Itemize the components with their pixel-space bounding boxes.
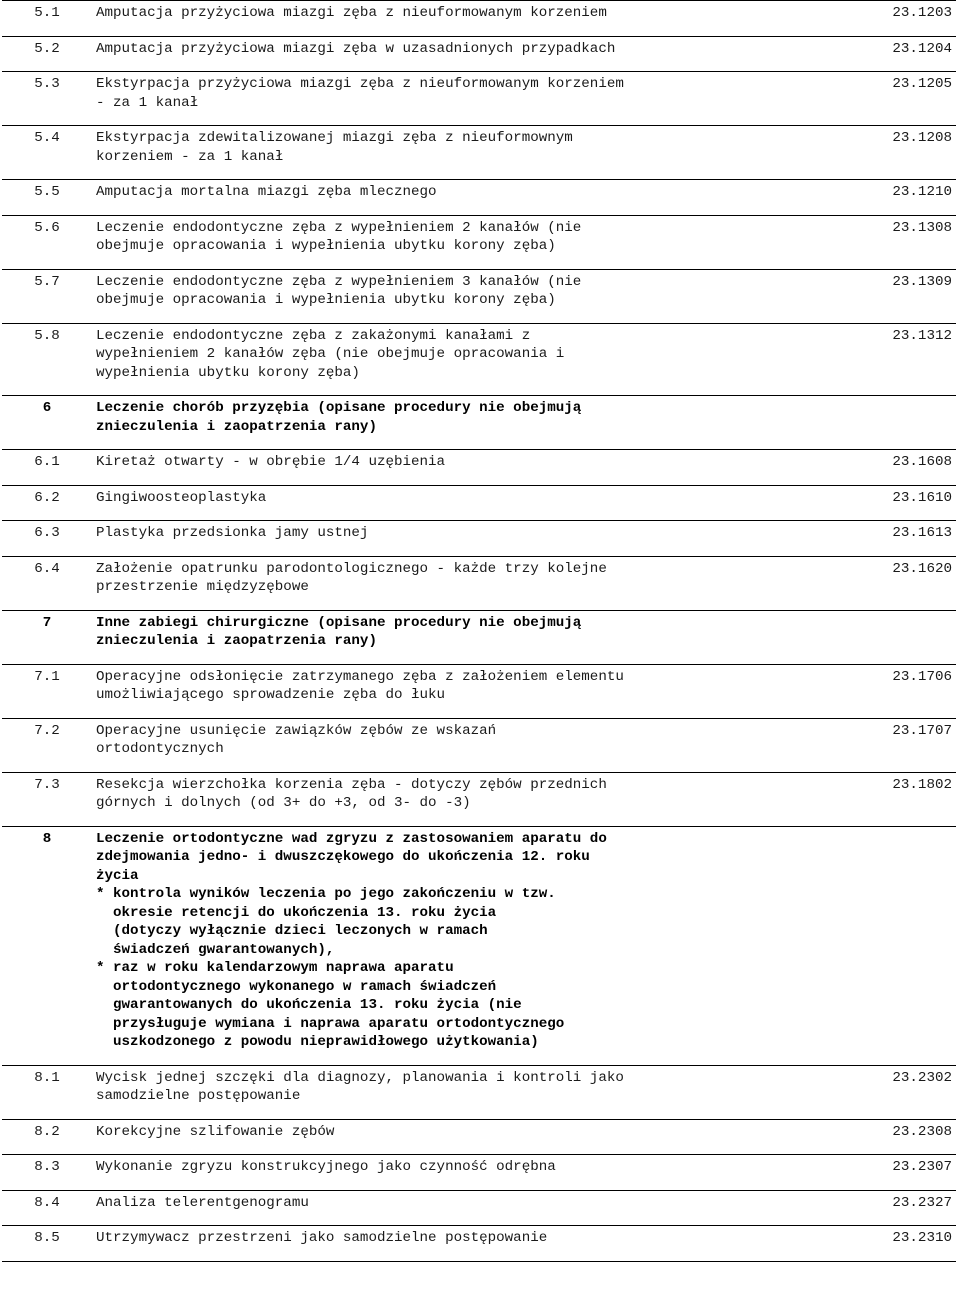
procedure-code: 23.2327: [781, 1190, 956, 1226]
procedure-name: Założenie opatrunku parodontologicznego - każde trzy kolejne przestrzenie międzyzębowe: [92, 556, 781, 610]
procedure-code: [781, 396, 956, 450]
procedure-row: [2, 521, 956, 557]
procedure-name: Ekstyrpacja przyżyciowa miazgi zęba z nieuformowanym korzeniem - za 1 kanał: [92, 72, 781, 126]
procedure-row: [2, 772, 956, 826]
procedure-number: 7.3: [2, 772, 92, 826]
procedure-number: 6.2: [2, 485, 92, 521]
procedure-name: Leczenie endodontyczne zęba z wypełnieniem 2 kanałów (nie obejmuje opracowania i wypełnienia ubytku korony zęba): [92, 215, 781, 269]
procedure-name: Analiza telerentgenogramu: [92, 1190, 781, 1226]
procedure-name: Leczenie chorób przyzębia (opisane procedury nie obejmują znieczulenia i zaopatrzenia rany): [92, 396, 781, 450]
procedure-number: 6.3: [2, 521, 92, 557]
procedure-row: [2, 1, 956, 37]
procedure-number: 8.4: [2, 1190, 92, 1226]
procedure-number: 8.3: [2, 1155, 92, 1191]
procedure-code: [781, 610, 956, 664]
procedure-code: 23.1204: [781, 36, 956, 72]
procedure-row: [2, 323, 956, 396]
procedure-code: 23.1210: [781, 180, 956, 216]
procedure-number: 7: [2, 610, 92, 664]
procedure-row: [2, 180, 956, 216]
procedure-name: Wykonanie zgryzu konstrukcyjnego jako czynność odrębna: [92, 1155, 781, 1191]
procedure-name: Ekstyrpacja zdewitalizowanej miazgi zęba z nieuformownym korzeniem - za 1 kanał: [92, 126, 781, 180]
procedure-row: [2, 215, 956, 269]
procedure-row: [2, 718, 956, 772]
procedure-number: 8.2: [2, 1119, 92, 1155]
procedure-code: 23.1707: [781, 718, 956, 772]
procedure-number: 5.3: [2, 72, 92, 126]
procedure-name: Amputacja przyżyciowa miazgi zęba w uzasadnionych przypadkach: [92, 36, 781, 72]
procedure-code: 23.2308: [781, 1119, 956, 1155]
procedure-number: 5.6: [2, 215, 92, 269]
procedure-row: [2, 36, 956, 72]
procedure-code: 23.2307: [781, 1155, 956, 1191]
procedure-name: Operacyjne usunięcie zawiązków zębów ze wskazań ortodontycznych: [92, 718, 781, 772]
procedure-code: [781, 826, 956, 1065]
procedure-row: [2, 664, 956, 718]
procedure-number: 5.8: [2, 323, 92, 396]
procedure-row: [2, 1190, 956, 1226]
procedure-code: 23.1706: [781, 664, 956, 718]
procedure-row: [2, 1155, 956, 1191]
procedure-code: 23.2310: [781, 1226, 956, 1262]
procedure-name: Resekcja wierzchołka korzenia zęba - dotyczy zębów przednich górnych i dolnych (od 3+ do +3, od 3- do -3): [92, 772, 781, 826]
procedure-code: 23.1312: [781, 323, 956, 396]
procedure-row: [2, 1065, 956, 1119]
procedure-row: [2, 269, 956, 323]
procedure-number: 6.1: [2, 450, 92, 486]
section-row: [2, 396, 956, 450]
procedure-name: Korekcyjne szlifowanie zębów: [92, 1119, 781, 1155]
procedure-number: 7.1: [2, 664, 92, 718]
procedure-code: 23.2302: [781, 1065, 956, 1119]
procedure-number: 5.7: [2, 269, 92, 323]
procedure-code: 23.1802: [781, 772, 956, 826]
procedure-name: Leczenie endodontyczne zęba z zakażonymi kanałami z wypełnieniem 2 kanałów zęba (nie obejmuje opracowania i wypełnienia ubytku korony zęba): [92, 323, 781, 396]
procedure-number: 5.2: [2, 36, 92, 72]
procedure-name: Operacyjne odsłonięcie zatrzymanego zęba z założeniem elementu umożliwiającego sprowadzenie zęba do łuku: [92, 664, 781, 718]
procedure-name: Inne zabiegi chirurgiczne (opisane procedury nie obejmują znieczulenia i zaopatrzenia rany): [92, 610, 781, 664]
procedure-number: 8.5: [2, 1226, 92, 1262]
procedure-number: 8: [2, 826, 92, 1065]
procedure-number: 7.2: [2, 718, 92, 772]
procedures-table: [2, 0, 956, 1262]
procedure-name: Leczenie ortodontyczne wad zgryzu z zastosowaniem aparatu do zdejmowania jedno- i dwuszczękowego do ukończenia 12. roku życia * kontrola wyników leczenia po jego zakończeniu w tzw. okresie retencji do ukończenia 13. roku życia (dotyczy wyłącznie dzieci leczonych w ramach świadczeń gwarantowanych), * raz w roku kalendarzowym naprawa aparatu ortodontycznego wykonanego w ramach świadczeń gwarantowanych do ukończenia 13. roku życia (nie przysługuje wymiana i naprawa aparatu ortodontycznego uszkodzonego z powodu nieprawidłowego użytkowania): [92, 826, 781, 1065]
procedure-code: 23.1208: [781, 126, 956, 180]
procedure-name: Plastyka przedsionka jamy ustnej: [92, 521, 781, 557]
procedure-code: 23.1309: [781, 269, 956, 323]
procedure-number: 5.4: [2, 126, 92, 180]
procedure-row: [2, 556, 956, 610]
procedure-row: [2, 126, 956, 180]
procedure-code: 23.1608: [781, 450, 956, 486]
procedure-code: 23.1620: [781, 556, 956, 610]
procedure-name: Amputacja mortalna miazgi zęba mlecznego: [92, 180, 781, 216]
procedure-name: Amputacja przyżyciowa miazgi zęba z nieuformowanym korzeniem: [92, 1, 781, 37]
procedure-code: 23.1610: [781, 485, 956, 521]
procedure-row: [2, 450, 956, 486]
procedure-row: [2, 72, 956, 126]
procedure-row: [2, 1119, 956, 1155]
procedure-number: 6: [2, 396, 92, 450]
section-row: [2, 610, 956, 664]
procedure-code: 23.1205: [781, 72, 956, 126]
procedure-name: Kiretaż otwarty - w obrębie 1/4 uzębienia: [92, 450, 781, 486]
procedure-row: [2, 485, 956, 521]
procedures-table-body: [2, 1, 956, 1262]
procedure-code: 23.1203: [781, 1, 956, 37]
procedure-number: 5.1: [2, 1, 92, 37]
procedure-number: 6.4: [2, 556, 92, 610]
procedure-name: Gingiwoosteoplastyka: [92, 485, 781, 521]
procedure-name: Wycisk jednej szczęki dla diagnozy, planowania i kontroli jako samodzielne postępowanie: [92, 1065, 781, 1119]
procedure-code: 23.1613: [781, 521, 956, 557]
procedure-row: [2, 1226, 956, 1262]
procedure-number: 8.1: [2, 1065, 92, 1119]
procedure-code: 23.1308: [781, 215, 956, 269]
section-row: [2, 826, 956, 1065]
procedure-name: Utrzymywacz przestrzeni jako samodzielne postępowanie: [92, 1226, 781, 1262]
procedure-number: 5.5: [2, 180, 92, 216]
procedure-name: Leczenie endodontyczne zęba z wypełnieniem 3 kanałów (nie obejmuje opracowania i wypełnienia ubytku korony zęba): [92, 269, 781, 323]
